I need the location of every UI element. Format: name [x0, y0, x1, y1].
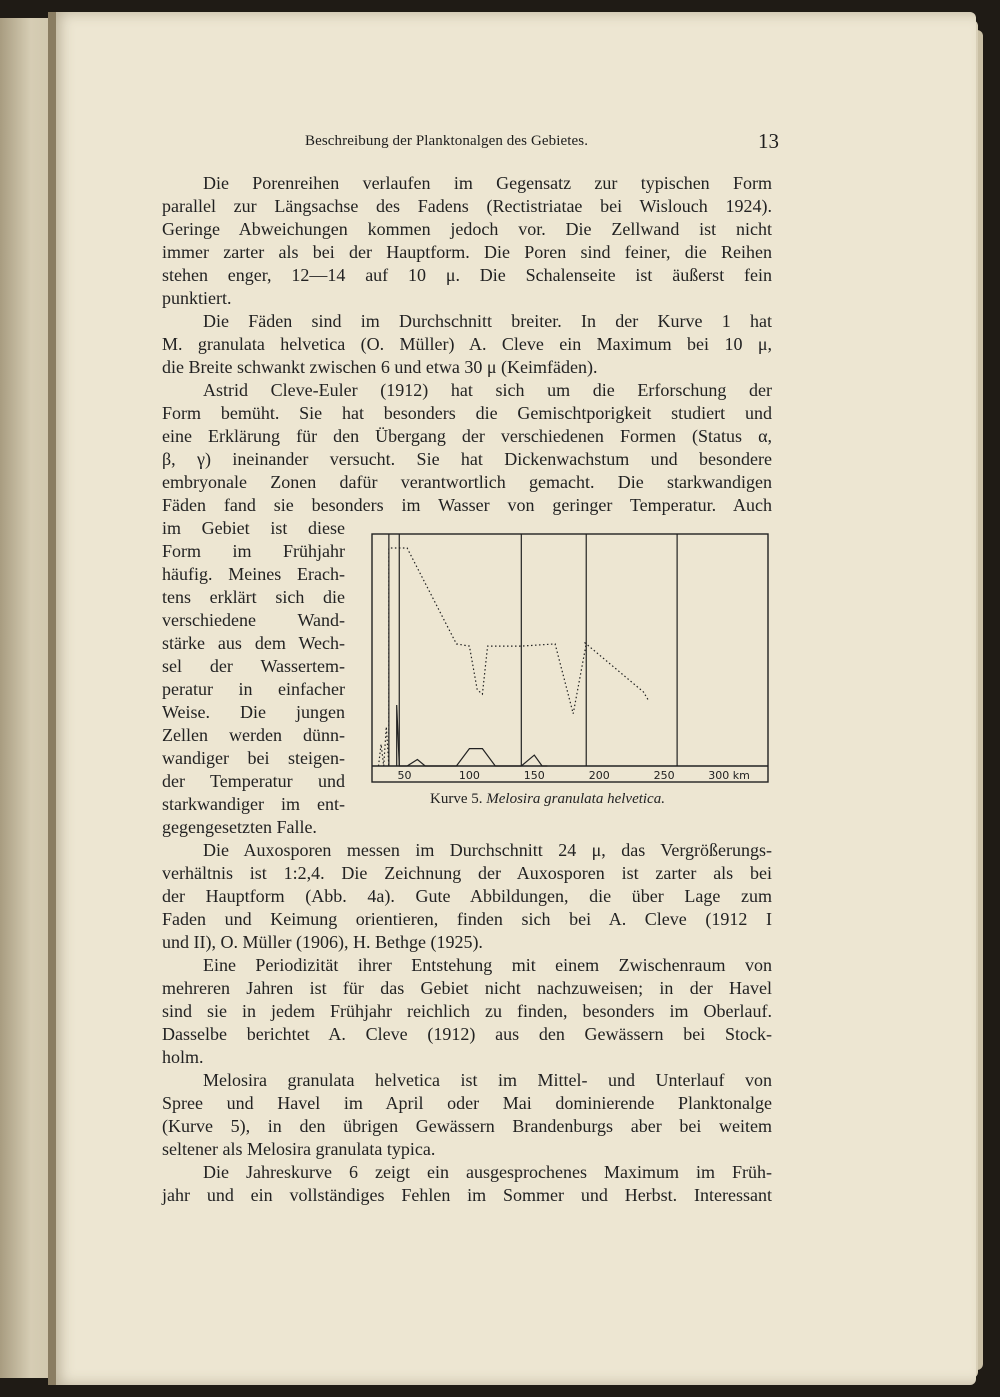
text-line: Melosira granulata helvetica ist im Mittel- und Unterlauf von	[203, 1070, 772, 1090]
text-line: starkwandiger im ent-	[162, 794, 345, 814]
text-line: Form bemüht. Sie hat besonders die Gemischtporigkeit studiert und	[162, 403, 772, 423]
text-line: der Hauptform (Abb. 4a). Gute Abbildungen, die über Lage zum	[162, 886, 772, 906]
text-line: peratur in einfacher	[162, 679, 345, 699]
x-tick-label: 50	[397, 769, 412, 782]
text-line: mehreren Jahren ist für das Gebiet nicht nachzuweisen; in der Havel	[162, 978, 772, 998]
x-tick-label: 250	[653, 769, 675, 782]
x-tick-label: 200	[588, 769, 610, 782]
book-gutter	[48, 12, 56, 1385]
text-line: holm.	[162, 1047, 204, 1067]
text-line: verhältnis ist 1:2,4. Die Zeichnung der Auxosporen ist zarter als bei	[162, 863, 772, 883]
text-line: sind sie in jedem Frühjahr reichlich zu finden, besonders im Oberlauf.	[162, 1001, 772, 1021]
text-line: Zellen werden dünn-	[162, 725, 345, 745]
text-line: immer zarter als bei der Hauptform. Die Poren sind feiner, die Reihen	[162, 242, 772, 262]
figure-caption	[430, 788, 750, 811]
text-line: Die Fäden sind im Durchschnitt breiter. In der Kurve 1 hat	[203, 311, 772, 331]
text-line: Fäden fand sie besonders im Wasser von geringer Temperatur. Auch	[162, 495, 772, 515]
kurve-5-chart	[370, 532, 770, 784]
series-line	[379, 727, 389, 766]
text-line: (Kurve 5), in den übrigen Gewässern Brandenburgs aber bei weitem	[162, 1116, 772, 1136]
text-line: stehen enger, 12—14 auf 10 μ. Die Schalenseite ist äußerst fein	[162, 265, 772, 285]
text-line: gegengesetzten Falle.	[162, 817, 317, 837]
text-line: β, γ) ineinander versucht. Sie hat Dickenwachstum und besondere	[162, 449, 772, 469]
text-line: Die Porenreihen verlaufen im Gegensatz zur typischen Form	[203, 173, 772, 193]
text-line: Spree und Havel im April oder Mai dominierende Planktonalge	[162, 1093, 772, 1113]
text-line: punktiert.	[162, 288, 232, 308]
text-line: Die Jahreskurve 6 zeigt ein ausgesprochenes Maximum im Früh-	[203, 1162, 772, 1182]
text-line: Astrid Cleve-Euler (1912) hat sich um die Erforschung der	[203, 380, 772, 400]
text-line: sel der Wassertem-	[162, 656, 345, 676]
figure-caption-title: Melosira granulata helvetica.	[486, 791, 665, 807]
chart-frame	[372, 534, 768, 782]
text-line: der Temperatur und	[162, 771, 345, 791]
text-line: Weise. Die jungen	[162, 702, 345, 722]
text-line: Dasselbe berichtet A. Cleve (1912) aus den Gewässern bei Stock-	[162, 1024, 772, 1044]
text-line: seltener als Melosira granulata typica.	[162, 1139, 436, 1159]
text-line: Geringe Abweichungen kommen jedoch vor. Die Zellwand ist nicht	[162, 219, 772, 239]
text-line: stärke aus dem Wech-	[162, 633, 345, 653]
x-tick-label: 100	[458, 769, 480, 782]
text-line: verschiedene Wand-	[162, 610, 345, 630]
figure-caption-label: Kurve 5.	[430, 791, 483, 807]
x-tick-label: 150	[523, 769, 545, 782]
text-line: Faden und Keimung orientieren, finden sich bei A. Cleve (1912 I	[162, 909, 772, 929]
text-line: Form im Frühjahr	[162, 541, 345, 561]
page-number: 13	[758, 129, 779, 153]
text-line: jahr und ein vollständiges Fehlen im Sommer und Herbst. Interessant	[162, 1185, 772, 1205]
running-head: Beschreibung der Planktonalgen des Gebietes.	[305, 133, 589, 149]
series-line	[397, 705, 548, 766]
text-line: häufig. Meines Erach-	[162, 564, 345, 584]
text-line: embryonale Zonen dafür verantwortlich gemacht. Die starkwandigen	[162, 472, 772, 492]
text-line: und II), O. Müller (1906), H. Bethge (1925).	[162, 932, 483, 952]
text-line: wandiger bei steigen-	[162, 748, 345, 768]
text-line: parallel zur Längsachse des Fadens (Rectistriatae bei Wislouch 1924).	[162, 196, 772, 216]
text-line: Die Auxosporen messen im Durchschnitt 24 μ, das Vergrößerungs-	[203, 840, 772, 860]
text-line: M. granulata helvetica (O. Müller) A. Cleve ein Maximum bei 10 μ,	[162, 334, 772, 354]
text-line: im Gebiet ist diese	[162, 518, 345, 538]
x-tick-label: 300 km	[708, 769, 750, 782]
series-line	[389, 548, 649, 766]
text-line: die Breite schwankt zwischen 6 und etwa 30 μ (Keimfäden).	[162, 357, 598, 377]
text-line: eine Erklärung für den Übergang der verschiedenen Formen (Status α,	[162, 426, 772, 446]
text-line: Eine Periodizität ihrer Entstehung mit einem Zwischenraum von	[203, 955, 772, 975]
text-line: tens erklärt sich die	[162, 587, 345, 607]
